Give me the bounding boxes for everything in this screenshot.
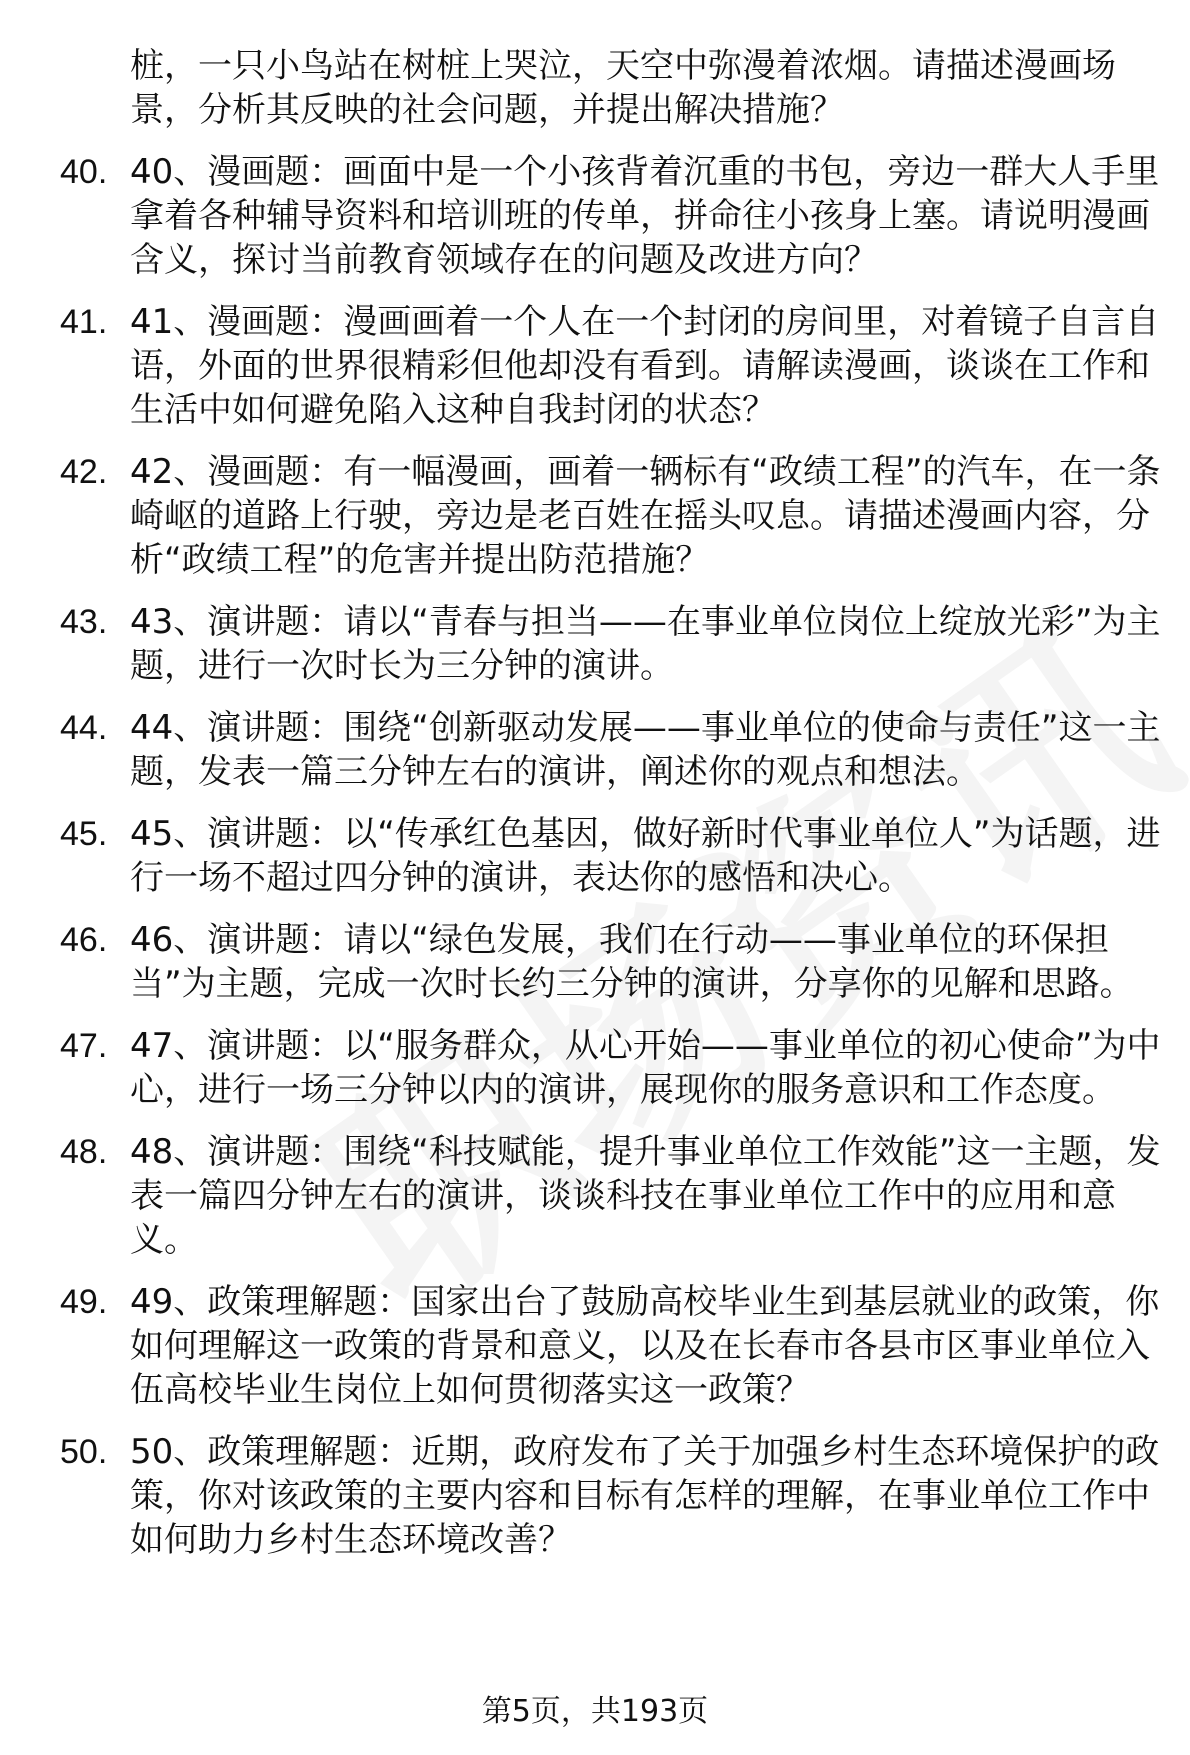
item-number: 50. (60, 1433, 108, 1471)
item-number: 41. (60, 303, 108, 341)
item-text: 46、演讲题：请以“绿色发展，我们在行动——事业单位的环保担当”为主题，完成一次时长约三分钟的演讲，分享你的见解和思路。 (130, 920, 1134, 1004)
list-item (60, 600, 1170, 688)
item-text: 41、漫画题：漫画画着一个人在一个封闭的房间里，对着镜子自言自语，外面的世界很精彩但他却没有看到。请解读漫画，谈谈在工作和生活中如何避免陷入这种自我封闭的状态？ (130, 302, 1160, 430)
list-item (60, 1280, 1170, 1412)
page-footer: 第5页，共193页 (481, 1694, 709, 1729)
item-text: 42、漫画题：有一幅漫画，画着一辆标有“政绩工程”的汽车，在一条崎岖的道路上行驶，旁边是老百姓在摇头叹息。请描述漫画内容，分析“政绩工程”的危害并提出防范措施？ (130, 452, 1161, 580)
list-item (60, 918, 1170, 1006)
list-item (60, 812, 1170, 900)
item-text: 40、漫画题：画面中是一个小孩背着沉重的书包，旁边一群大人手里拿着各种辅导资料和培训班的传单，拼命往小孩身上塞。请说明漫画含义，探讨当前教育领域存在的问题及改进方向？ (130, 152, 1160, 280)
item-text: 47、演讲题：以“服务群众，从心开始——事业单位的初心使命”为中心，进行一场三分钟以内的演讲，展现你的服务意识和工作态度。 (130, 1026, 1161, 1110)
item-number: 44. (60, 709, 108, 747)
list-item (60, 450, 1170, 582)
item-number: 45. (60, 815, 108, 853)
item-text: 48、演讲题：围绕“科技赋能，提升事业单位工作效能”这一主题，发表一篇四分钟左右的演讲，谈谈科技在事业单位工作中的应用和意义。 (130, 1132, 1161, 1260)
item-number: 46. (60, 921, 108, 959)
item-number: 42. (60, 453, 108, 491)
item-number: 49. (60, 1283, 108, 1321)
question-list (60, 44, 1170, 1580)
list-item (60, 1430, 1170, 1562)
item-text: 45、演讲题：以“传承红色基因，做好新时代事业单位人”为话题，进行一场不超过四分钟的演讲，表达你的感悟和决心。 (130, 814, 1161, 898)
item-text: 44、演讲题：围绕“创新驱动发展——事业单位的使命与责任”这一主题，发表一篇三分钟左右的演讲，阐述你的观点和想法。 (130, 708, 1161, 792)
item-number: 43. (60, 603, 108, 641)
item-number: 40. (60, 153, 108, 191)
item-text: 43、演讲题：请以“青春与担当——在事业单位岗位上绽放光彩”为主题，进行一次时长为三分钟的演讲。 (130, 602, 1161, 686)
list-item (60, 1024, 1170, 1112)
list-item (60, 150, 1170, 282)
item-text: 50、政策理解题：近期，政府发布了关于加强乡村生态环境保护的政策，你对该政策的主要内容和目标有怎样的理解，在事业单位工作中如何助力乡村生态环境改善？ (130, 1432, 1160, 1560)
item-number: 48. (60, 1133, 108, 1171)
continuation-text: 桩，一只小鸟站在树桩上哭泣，天空中弥漫着浓烟。请描述漫画场景，分析其反映的社会问题，并提出解决措施？ (130, 46, 1116, 130)
item-number: 47. (60, 1027, 108, 1065)
item-text: 49、政策理解题：国家出台了鼓励高校毕业生到基层就业的政策，你如何理解这一政策的背景和意义，以及在长春市各县市区事业单位入伍高校毕业生岗位上如何贯彻落实这一政策？ (130, 1282, 1160, 1410)
list-item (60, 1130, 1170, 1262)
list-item (60, 706, 1170, 794)
list-item (60, 300, 1170, 432)
